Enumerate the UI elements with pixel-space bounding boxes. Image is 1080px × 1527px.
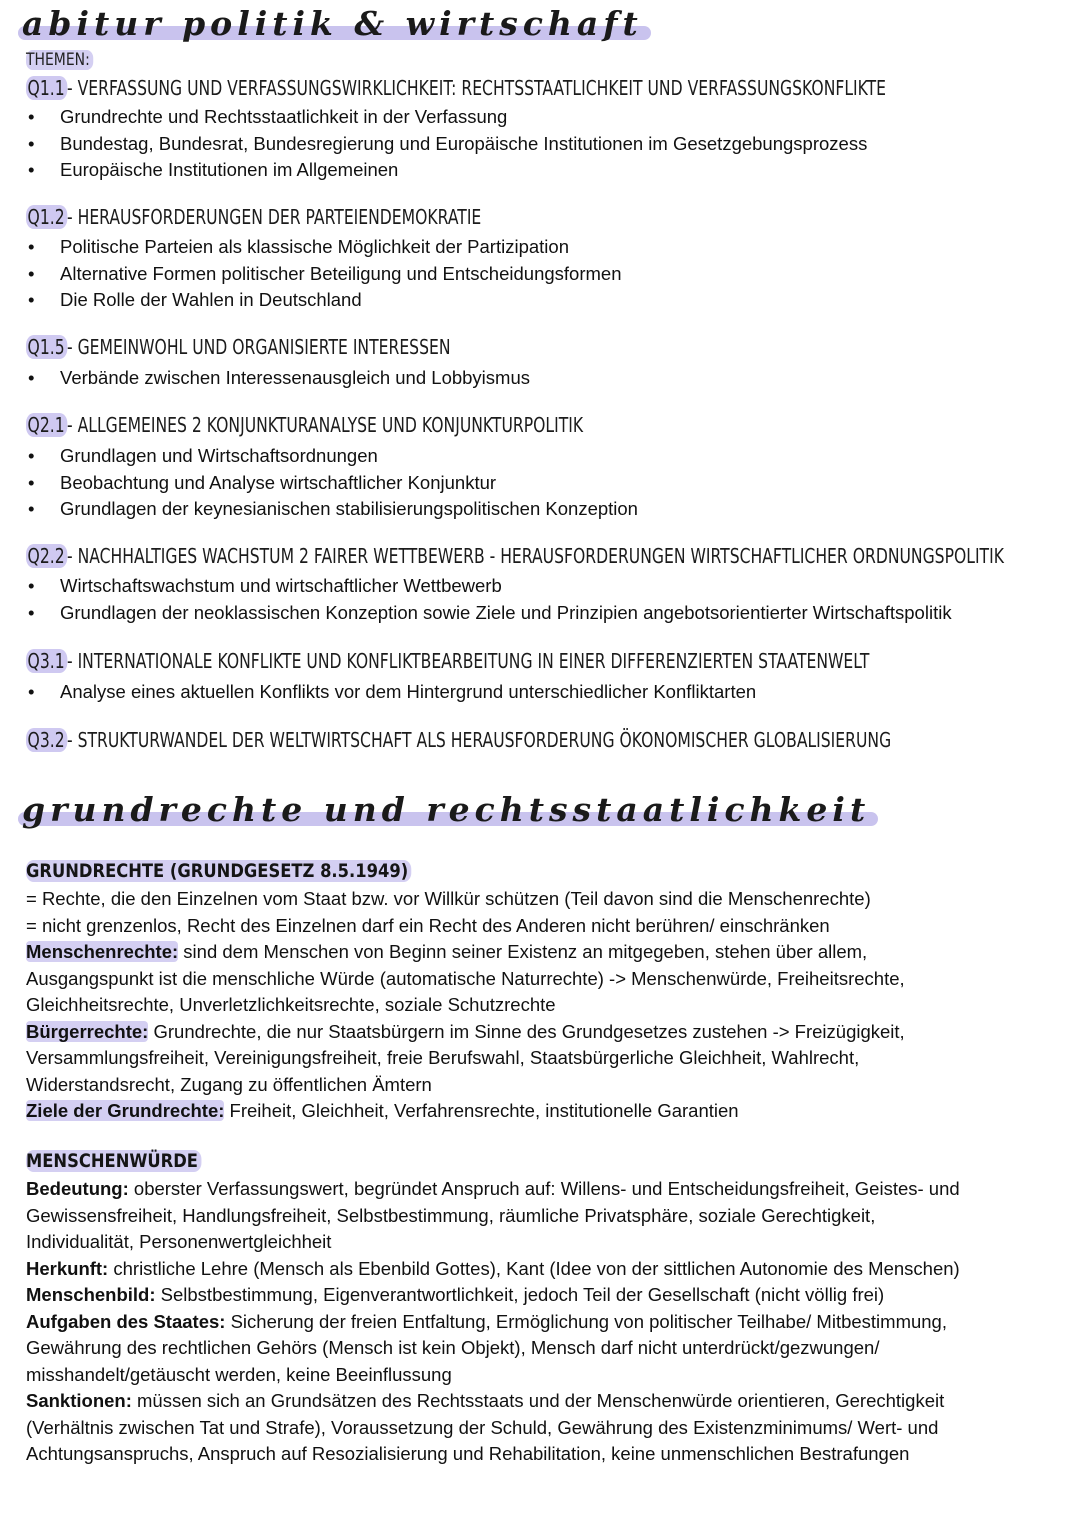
grundrechte-heading-text: GRUNDRECHTE (GRUNDGESETZ 8.5.1949) (26, 860, 412, 882)
section-code: Q3.2 (26, 728, 67, 752)
term-label: Ziele der Grundrechte: (26, 1100, 225, 1121)
section-code: Q1.2 (26, 205, 67, 229)
text-line: Individualität, Personenwertgleichheit (26, 1231, 332, 1252)
main-title (22, 4, 643, 44)
herkunft-line (26, 1256, 1046, 1283)
section-code: Q2.2 (26, 544, 67, 568)
text-line: misshandelt/getäuscht werden, keine Beeinflussung (26, 1363, 452, 1385)
section-title-text: grundrechte und rechtsstaatlichkeit (22, 790, 871, 829)
section-title: - NACHHALTIGES WACHSTUM 2 FAIRER WETTBEWERB - HERAUSFORDERUNGEN WIRTSCHAFTLICHER ORDNUNGSPOLITIK (66, 544, 1004, 568)
section-title: - HERAUSFORDERUNGEN DER PARTEIENDEMOKRATIE (66, 205, 482, 229)
section-title: - GEMEINWOHL UND ORGANISIERTE INTERESSEN (66, 335, 451, 359)
list-item: • Wirtschaftswachstum und wirtschaftlicher Wettbewerb (26, 573, 952, 600)
list-item: • Beobachtung und Analyse wirtschaftlicher Konjunktur (26, 470, 638, 497)
section-title: - INTERNATIONALE KONFLIKTE UND KONFLIKTBEARBEITUNG IN EINER DIFFERENZIERTEN STAATENWELT (66, 649, 870, 673)
section-heading-q1-2 (26, 204, 481, 230)
ziele-line (26, 1098, 1046, 1125)
list-item: • Grundlagen und Wirtschaftsordnungen (26, 443, 638, 470)
list-item: • Grundlagen der keynesianischen stabilisierungspolitischen Konzeption (26, 496, 638, 523)
bullet-list-q2-1 (26, 443, 638, 523)
grundrechte-block (26, 886, 1046, 1125)
text-line: Achtungsanspruchs, Anspruch auf Resozialisierung und Rehabilitation, keine unmenschlichen Bestrafungen (26, 1443, 910, 1464)
menschenbild-line (26, 1282, 1046, 1309)
list-item: • Verbände zwischen Interessenausgleich und Lobbyismus (26, 365, 530, 392)
section-title: - STRUKTURWANDEL DER WELTWIRTSCHAFT ALS HERAUSFORDERUNG ÖKONOMISCHER GLOBALISIERUNG (66, 728, 892, 752)
bedeutung-line (26, 1176, 1046, 1203)
list-item: • Grundrechte und Rechtsstaatlichkeit in der Verfassung (26, 104, 867, 131)
section-heading-q3-1 (26, 648, 869, 674)
text-line: = nicht grenzenlos, Recht des Einzelnen darf ein Recht des Anderen nicht berühren/ einschränken (26, 914, 830, 936)
text-line: Versammlungsfreiheit, Vereinigungsfreiheit, freie Berufswahl, Staatsbürgerliche Gleichheit, Wahlrecht, (26, 1047, 860, 1068)
section-code: Q2.1 (26, 413, 67, 437)
text-line: Gewissensfreiheit, Handlungsfreiheit, Selbstbestimmung, räumliche Privatsphäre, soziale Gerechtigkeit, (26, 1204, 876, 1226)
section-title-grundrechte (22, 790, 870, 830)
term-text: müssen sich an Grundsätzen des Rechtsstaats und der Menschenwürde orientieren, Gerechtigkeit (131, 1390, 945, 1411)
term-label: Menschenrechte: (26, 941, 179, 962)
section-code: Q3.1 (26, 649, 67, 673)
term-text: Freiheit, Gleichheit, Verfahrensrechte, institutionelle Garantien (224, 1100, 739, 1121)
bullet-list-q2-2 (26, 573, 952, 626)
list-item: • Europäische Institutionen im Allgemeinen (26, 157, 867, 184)
menschenwuerde-heading (26, 1148, 201, 1174)
section-code: Q1.1 (26, 76, 67, 100)
grundrechte-heading (26, 858, 412, 884)
list-item: • Die Rolle der Wahlen in Deutschland (26, 287, 621, 314)
text-line: Gleichheitsrechte, Unverletzlichkeitsrechte, soziale Schutzrechte (26, 994, 556, 1015)
text-line: Gewährung des rechtlichen Gehörs (Mensch ist kein Objekt), Mensch darf nicht unterdrückt/gezwungen/ (26, 1337, 880, 1358)
main-title-text: abitur politik & wirtschaft (22, 4, 643, 43)
term-label: Menschenbild: (26, 1284, 156, 1305)
aufgaben-line (26, 1309, 1046, 1336)
text-line: (Verhältnis zwischen Tat und Strafe), Voraussetzung der Schuld, Gewährung des Existenzminimums/ Wert- und (26, 1416, 939, 1438)
term-text: Sicherung der freien Entfaltung, Ermöglichung von politischer Teilhabe/ Mitbestimmung, (225, 1310, 947, 1332)
list-item: • Bundestag, Bundesrat, Bundesregierung und Europäische Institutionen im Gesetzgebungsprozess (26, 131, 867, 158)
list-item: • Politische Parteien als klassische Möglichkeit der Partizipation (26, 234, 621, 261)
bullet-list-q1-1 (26, 104, 867, 184)
section-heading-q1-1 (26, 75, 886, 101)
term-label: Bedeutung: (26, 1178, 129, 1199)
section-code: Q1.5 (26, 335, 67, 359)
bullet-list-q1-2 (26, 234, 621, 314)
term-text: Grundrechte, die nur Staatsbürgern im Sinne des Grundgesetzes zustehen -> Freizügigkeit, (148, 1020, 905, 1042)
section-heading-q3-2 (26, 727, 891, 753)
buergerrechte-line (26, 1019, 1046, 1046)
term-label: Sanktionen: (26, 1390, 132, 1411)
menschenrechte-line (26, 939, 1046, 966)
section-heading-q1-5 (26, 334, 451, 360)
section-heading-q2-2 (26, 543, 1004, 569)
menschenwuerde-block (26, 1176, 1046, 1468)
term-label: Bürgerrechte: (26, 1020, 149, 1042)
themen-label-text: THEMEN: (26, 50, 93, 70)
list-item: • Analyse eines aktuellen Konflikts vor dem Hintergrund unterschiedlicher Konfliktarten (26, 679, 756, 706)
themen-label (26, 50, 93, 70)
term-text: Selbstbestimmung, Eigenverantwortlichkeit, jedoch Teil der Gesellschaft (nicht völlig frei) (155, 1284, 885, 1305)
section-heading-q2-1 (26, 412, 583, 438)
term-text: oberster Verfassungswert, begründet Anspruch auf: Willens- und Entscheidungsfreiheit, Geistes- und (128, 1178, 960, 1199)
list-item: • Grundlagen der neoklassischen Konzeption sowie Ziele und Prinzipien angebotsorientierter Wirtschaftspolitik (26, 600, 952, 627)
section-title: - VERFASSUNG UND VERFASSUNGSWIRKLICHKEIT: RECHTSSTAATLICHKEIT UND VERFASSUNGSKONFLIKTE (66, 76, 887, 100)
sanktionen-line (26, 1388, 1046, 1415)
text-line: Ausgangspunkt ist die menschliche Würde (automatische Naturrechte) -> Menschenwürde, Freiheitsrechte, (26, 967, 905, 989)
text-line: Widerstandsrecht, Zugang zu öffentlichen Ämtern (26, 1073, 432, 1095)
section-title: - ALLGEMEINES 2 KONJUNKTURANALYSE UND KONJUNKTURPOLITIK (66, 413, 584, 437)
bullet-list-q3-1 (26, 679, 756, 706)
term-label: Herkunft: (26, 1257, 109, 1279)
text-line: = Rechte, die den Einzelnen vom Staat bzw. vor Willkür schützen (Teil davon sind die Menschenrechte) (26, 888, 871, 909)
menschenwuerde-heading-text: MENSCHENWÜRDE (26, 1150, 201, 1172)
term-text: christliche Lehre (Mensch als Ebenbild Gottes), Kant (Idee von der sittlichen Autonomie des Menschen) (108, 1257, 960, 1279)
term-text: sind dem Menschen von Beginn seiner Existenz an mitgegeben, stehen über allem, (178, 941, 868, 962)
term-label: Aufgaben des Staates: (26, 1310, 226, 1332)
bullet-list-q1-5 (26, 365, 530, 392)
list-item: • Alternative Formen politischer Beteiligung und Entscheidungsformen (26, 261, 621, 288)
